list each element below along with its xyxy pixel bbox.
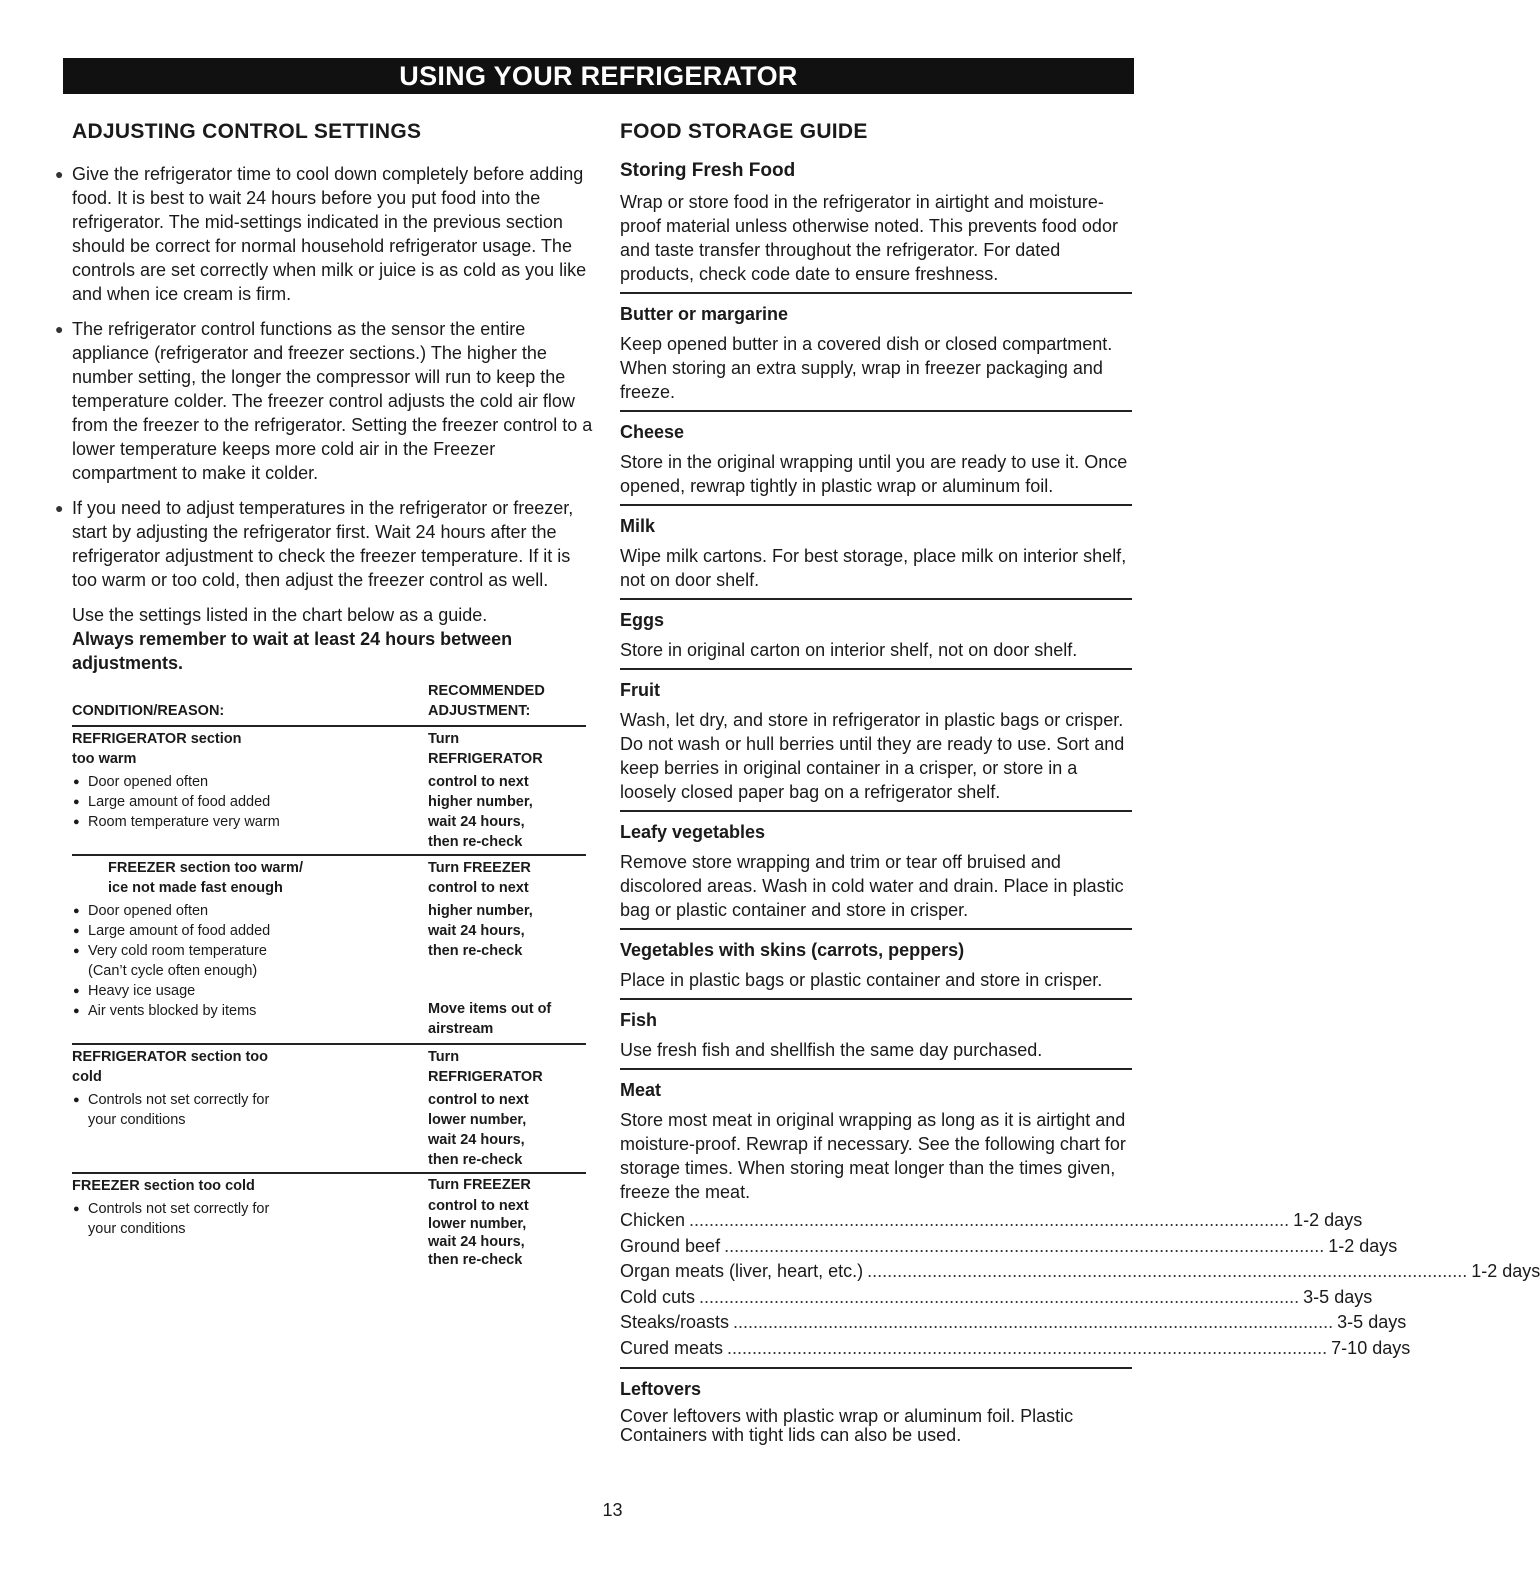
food-item-heading: Cheese (620, 422, 685, 442)
food-item (620, 302, 1132, 412)
food-item-text: Use fresh fish and shellfish the same day purchased. (620, 1040, 1043, 1060)
food-item (620, 514, 1132, 600)
condition-table-header (72, 679, 586, 725)
reason-note: (Can’t cycle often enough) (88, 963, 258, 979)
food-item-text: Cover leftovers with plastic wrap or aluminum foil. Plastic Containers with tight lids can also be used. (620, 1406, 1074, 1445)
food-item (620, 420, 1132, 506)
wait-reminder: Always remember to wait at least 24 hours between adjustments. (72, 629, 513, 673)
food-item-text: Wash, let dry, and store in refrigerator in plastic bags or crisper. Do not wash or hull berries until they are ready to use. Sort and keep berries in original container in a crisper, or store in a loosely closed paper bag on a refrigerator shelf. (620, 710, 1125, 802)
meat-section (620, 1078, 1540, 1369)
condition-title: FREEZER section too cold (72, 1178, 255, 1194)
storing-fresh-food-heading: Storing Fresh Food (620, 160, 796, 181)
page-banner: USING YOUR REFRIGERATOR (63, 58, 1134, 94)
reason-item: ● Door opened often (73, 903, 209, 919)
adjusting-controls-title: ADJUSTING CONTROL SETTINGS (72, 120, 422, 143)
adjusting-controls-column (53, 120, 593, 1268)
table-row (72, 725, 586, 854)
adjustment-text: Turn REFRIGERATOR control to next lower number, wait 24 hours, then re-check (428, 1049, 543, 1168)
food-item-heading: Vegetables with skins (carrots, peppers) (620, 940, 965, 960)
adjustment-text: Turn REFRIGERATOR control to next higher number, wait 24 hours, then re-check (428, 731, 543, 850)
food-item-heading: Milk (620, 516, 656, 536)
bullet-dot-icon: ● (55, 500, 64, 516)
reason-item: ● Heavy ice usage (73, 983, 196, 999)
condition-header: CONDITION/REASON: (72, 703, 225, 719)
condition-title: cold (72, 1069, 102, 1085)
food-item-text: Store in original carton on interior shelf, not on door shelf. (620, 640, 1078, 660)
reason-item: ● Air vents blocked by items (73, 1003, 257, 1019)
condition-title: REFRIGERATOR section (72, 731, 242, 747)
bullet-paragraph: ● If you need to adjust temperatures in the refrigerator or freezer, start by adjusting the refrigerator first. Wait 24 hours after the refrigerator adjustment to check the freezer temperature. If it is too warm or too cold, then adjust the freezer control as well. (55, 498, 574, 590)
adjustment-text: Move items out of airstream (428, 1001, 552, 1037)
storage-time-row: Ground beef ........................................................................................................................ 1-2 days (620, 1235, 1398, 1256)
food-item-text: Keep opened butter in a covered dish or closed compartment. When storing an extra supply, wrap in freezer packaging and freeze. (620, 334, 1113, 402)
food-item-text: Place in plastic bags or plastic container and store in crisper. (620, 970, 1103, 990)
reason-item: ● Door opened often (73, 774, 209, 790)
food-item-text: Wipe milk cartons. For best storage, place milk on interior shelf, not on door shelf. (620, 546, 1127, 590)
reason-note: your conditions (88, 1112, 186, 1128)
food-item-heading: Leftovers (620, 1379, 702, 1399)
adjustment-text: Turn FREEZER control to next higher number, wait 24 hours, then re-check (428, 860, 533, 959)
reason-item: ● Large amount of food added (73, 923, 271, 939)
food-item (620, 938, 1132, 1000)
reason-item: ● Large amount of food added (73, 794, 271, 810)
reason-item: ● Controls not set correctly for (73, 1201, 270, 1217)
food-item-text: Store most meat in original wrapping as long as it is airtight and moisture-proof. Rewrap if necessary. See the following chart for storage times. When storing meat longer than the times given, freeze the meat. (620, 1110, 1126, 1202)
adjustment-text: Turn FREEZER control to next lower number, wait 24 hours, then re-check (428, 1177, 531, 1268)
food-item (620, 820, 1132, 930)
food-item-heading: Meat (620, 1080, 662, 1100)
condition-title: REFRIGERATOR section too (72, 1049, 269, 1065)
adjustment-header: RECOMMENDED ADJUSTMENT: (428, 683, 545, 719)
food-item-heading: Butter or margarine (620, 304, 789, 324)
condition-table (72, 679, 586, 1268)
reason-note: your conditions (88, 1221, 186, 1237)
food-item-heading: Fruit (620, 680, 660, 700)
storage-time-row: Cured meats ........................................................................................................................ 7-10 days (620, 1337, 1411, 1358)
bullet-paragraph: ● The refrigerator control functions as the sensor the entire appliance (refrigerator and freezer sections.) The higher the number setting, the longer the compressor will run to keep the temperature colder. The freezer control adjusts the cold air flow from the freezer to the refrigerator. Setting the freezer control to a lower temperature keeps more cold air in the Freezer compartment to make it colder. (55, 319, 593, 483)
page-number: 13 (602, 1500, 623, 1520)
leftovers-section (620, 1377, 1132, 1445)
reason-item: ● Room temperature very warm (73, 814, 280, 830)
food-storage-title: FOOD STORAGE GUIDE (620, 120, 868, 143)
bullet-dot-icon: ● (55, 321, 64, 337)
food-item-heading: Fish (620, 1010, 658, 1030)
storage-time-row: Cold cuts ........................................................................................................................ 3-5 days (620, 1286, 1373, 1307)
table-row (72, 1172, 586, 1268)
food-item-text: Store in the original wrapping until you are ready to use it. Once opened, rewrap tightly in plastic wrap or aluminum foil. (620, 452, 1128, 496)
storage-time-row: Organ meats (liver, heart, etc.) ........................................................................................................................ 1-2 days (620, 1261, 1540, 1281)
bullet-dot-icon: ● (55, 166, 64, 182)
condition-title: too warm (72, 751, 137, 767)
reason-item: ● Very cold room temperature (73, 943, 267, 959)
storage-time-row: Chicken ........................................................................................................................ 1-2 days (620, 1210, 1363, 1230)
food-item (620, 1008, 1132, 1070)
table-row (72, 1043, 586, 1172)
food-item-text: Remove store wrapping and trim or tear off bruised and discolored areas. Wash in cold water and drain. Place in plastic bag or plastic container and store in crisper. (620, 852, 1124, 920)
food-storage-column (620, 120, 1540, 1453)
food-storage-intro: Wrap or store food in the refrigerator in airtight and moisture-proof material unless otherwise noted. This prevents food odor and taste transfer throughout the refrigerator. For dated products, check code date to ensure freshness. (620, 190, 1132, 294)
condition-title: FREEZER section too warm/ (108, 860, 303, 876)
food-item-heading: Leafy vegetables (620, 822, 766, 842)
food-item-heading: Eggs (620, 610, 665, 630)
guide-text: Use the settings listed in the chart below as a guide. (72, 605, 488, 625)
bullet-paragraph: ● Give the refrigerator time to cool down completely before adding food. It is best to wait 24 hours before you put food into the refrigerator. The mid-settings indicated in the previous section should be correct for normal household refrigerator usage. The controls are set correctly when milk or juice is as cold as you like and when ice cream is firm. (55, 164, 587, 304)
condition-title: ice not made fast enough (108, 880, 283, 896)
reason-item: ● Controls not set correctly for (73, 1092, 270, 1108)
food-item (620, 608, 1132, 670)
table-row (72, 854, 586, 1043)
storage-time-row: Steaks/roasts ........................................................................................................................ 3-5 days (620, 1312, 1407, 1332)
food-item (620, 678, 1132, 812)
